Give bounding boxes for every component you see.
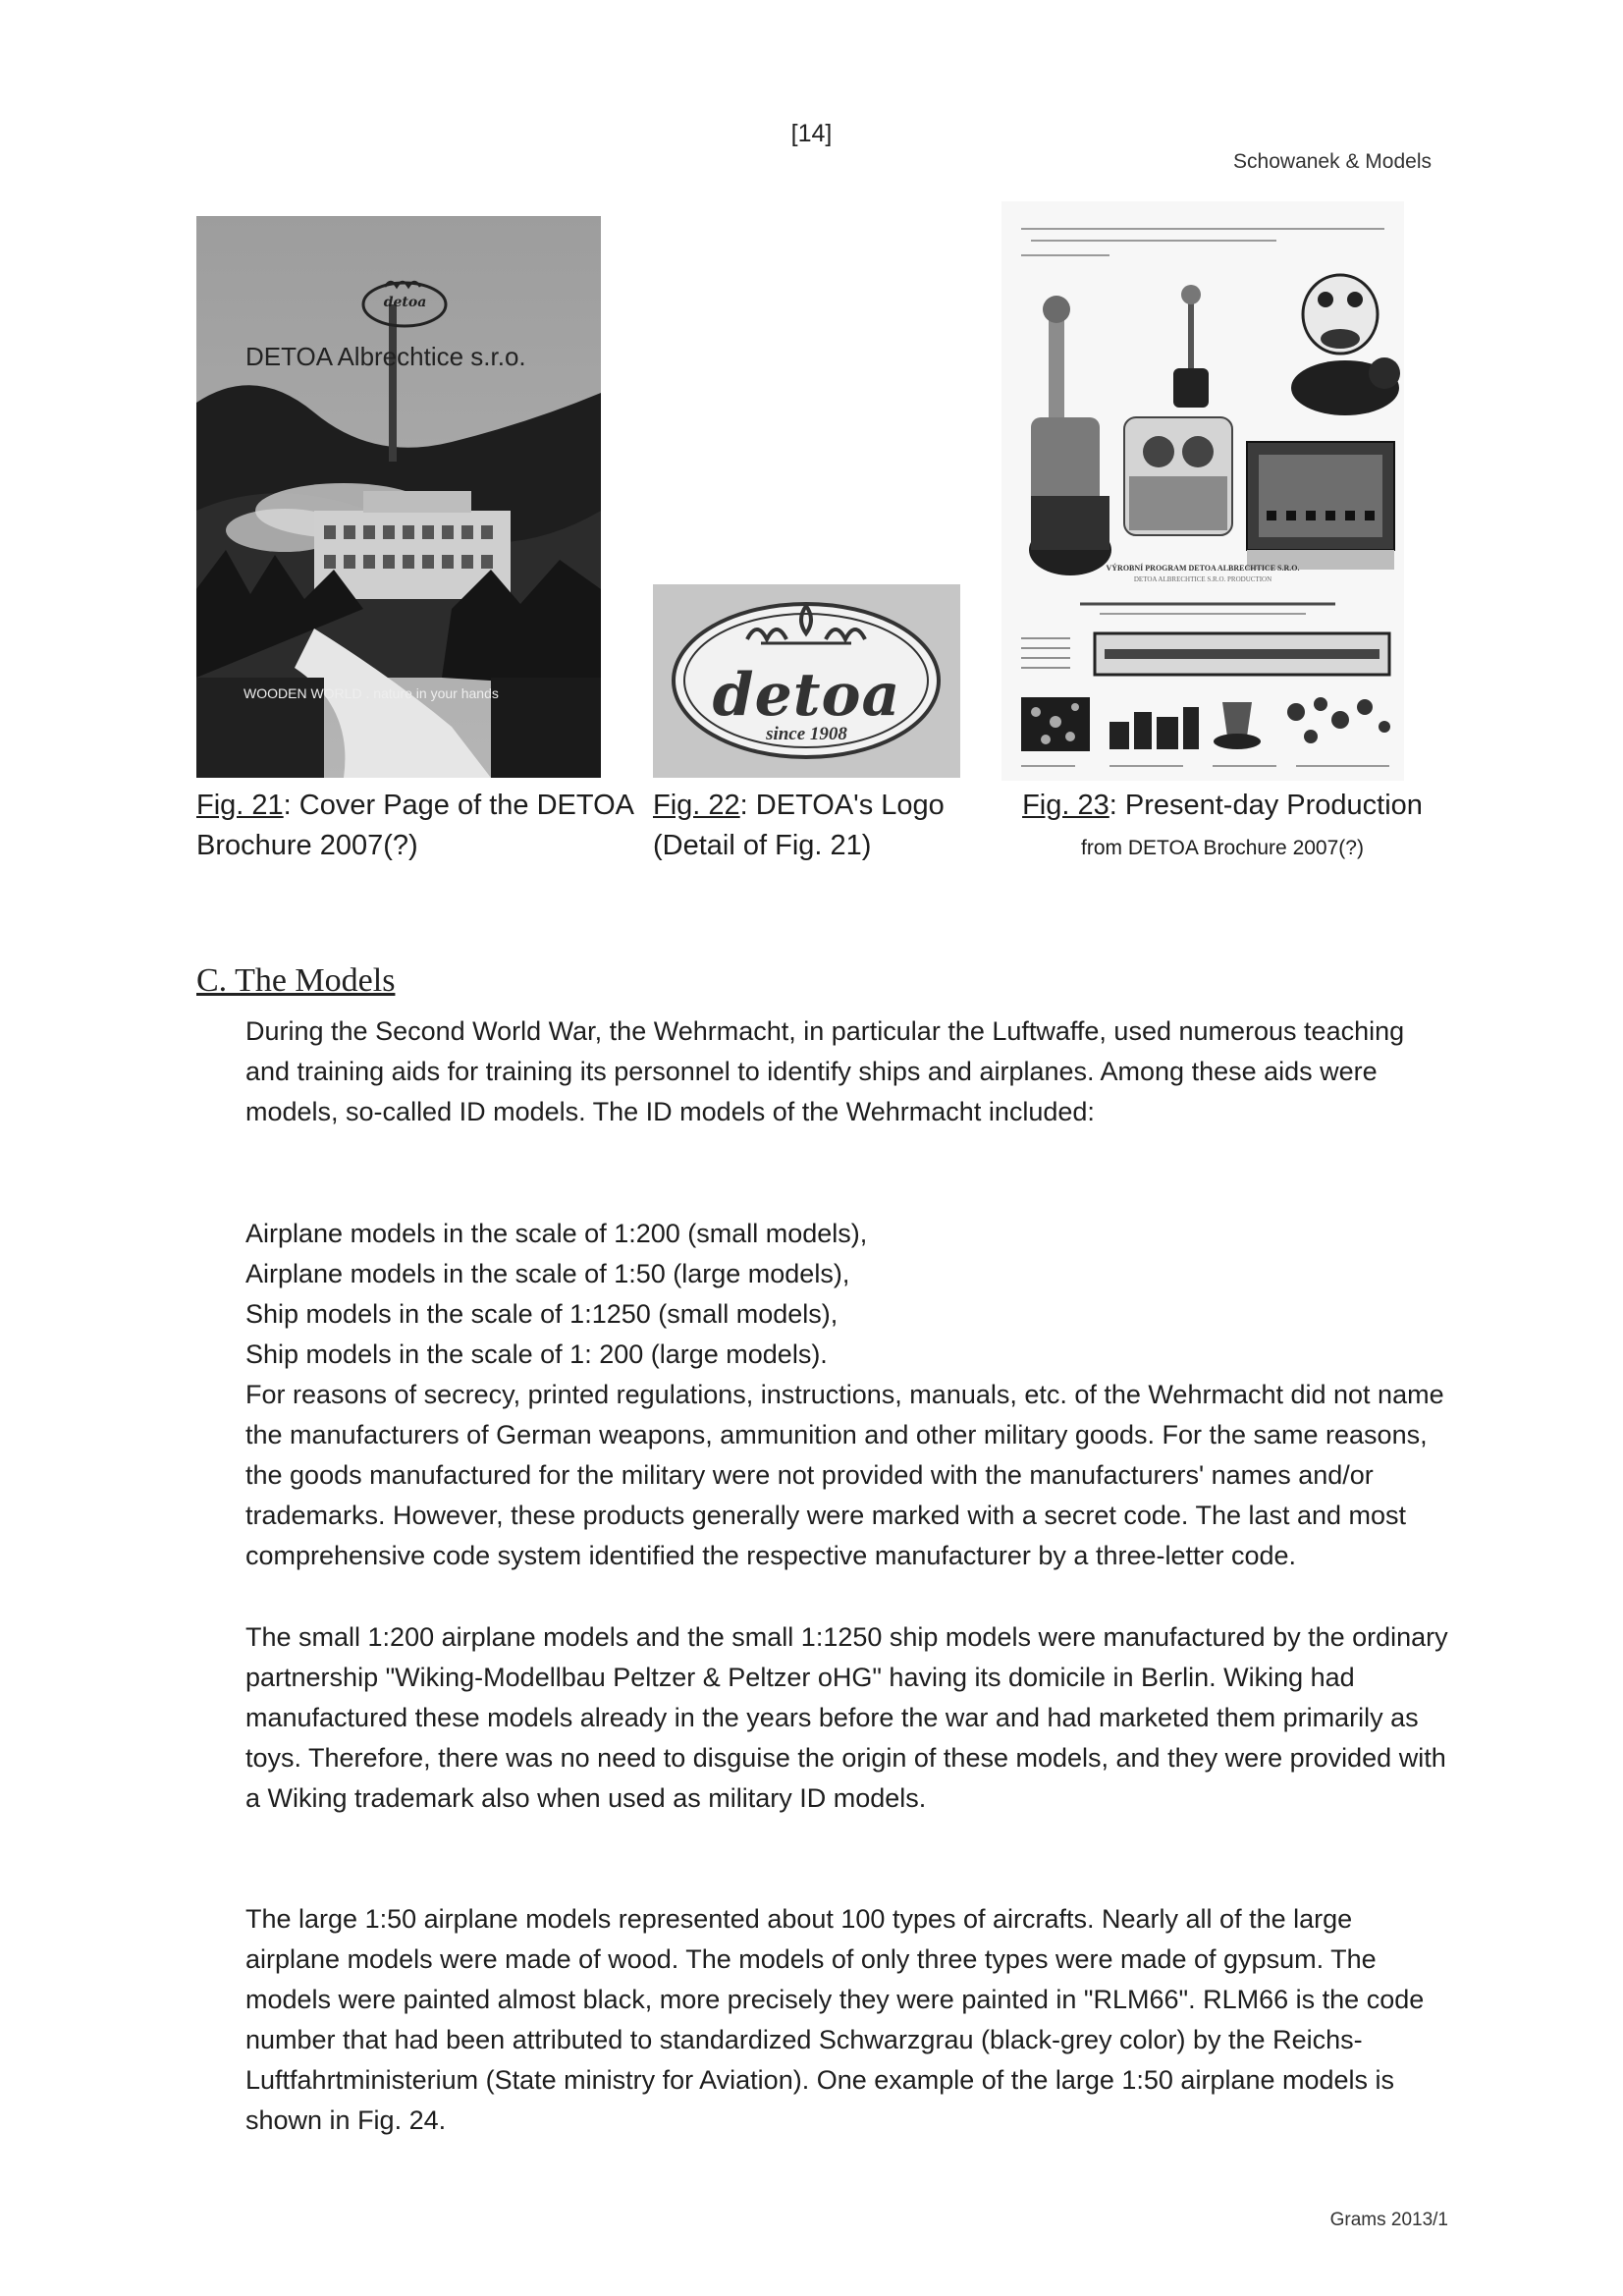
program-title: VÝROBNÍ PROGRAM DETOA ALBRECHTICE S.R.O. xyxy=(1106,564,1300,573)
model-list xyxy=(245,1214,867,1375)
paragraph-large-models xyxy=(196,1899,1448,2141)
caption-text: : Cover Page of the DETOA Brochure 2007(?) xyxy=(196,790,633,861)
caption-text: : Present-day Production xyxy=(1109,790,1423,821)
figure-23-production xyxy=(1001,201,1404,781)
caption-text: : DETOA's Logo (Detail of Fig. 21) xyxy=(653,790,945,861)
footer-citation: Grams 2013/1 xyxy=(1329,2210,1448,2230)
list-item: Airplane models in the scale of 1:50 (large models), xyxy=(245,1259,850,1288)
running-head: Schowanek & Models xyxy=(1233,150,1432,173)
paragraph-text: For reasons of secrecy, printed regulations, instructions, manuals, etc. of the Wehrmacht did not name the manufacturers of German weapons, ammunition and other military goods. For the same reasons, the goods manufactured for the military were not provided with the manufacturers' names and/or trademarks. However, these products generally were marked with a secret code. The last and most comprehensive code system identified the respective manufacturer by a three-letter code. xyxy=(245,1380,1444,1570)
section-heading: C. The Models xyxy=(196,962,396,999)
logo-wordmark: detoa xyxy=(712,661,901,730)
paragraph-secrecy xyxy=(196,1375,1448,1576)
logo-since: since 1908 xyxy=(766,724,847,744)
program-subtitle: DETOA ALBRECHTICE S.R.O. PRODUCTION xyxy=(1133,575,1272,583)
paragraph-text: The small 1:200 airplane models and the small 1:1250 ship models were manufactured by the ordinary partnership "Wiking-Modellbau Peltzer & Peltzer oHG" having its domicile in Berlin. Wiking had manufactured these models already in the years before the war and had marketed them primarily as toys. Therefore, there was no need to disguise the origin of these models, and they were provided with a Wiking trademark also when used as military ID models. xyxy=(245,1622,1448,1813)
figure-22-logo xyxy=(653,584,960,778)
page-number: [14] xyxy=(790,120,833,147)
caption-ref: Fig. 23 xyxy=(1022,790,1109,821)
caption-fig-21 xyxy=(196,786,648,866)
list-item: Ship models in the scale of 1:1250 (small models), xyxy=(245,1299,839,1329)
paragraph-text: During the Second World War, the Wehrmacht, in particular the Luftwaffe, used numerous teaching and training aids for training its personnel to identify ships and airplanes. Among these aids were models, so-called ID models. The ID models of the Wehrmacht included: xyxy=(245,1016,1405,1126)
paragraph-wiking xyxy=(196,1617,1448,1819)
cover-tagline: WOODEN WORLD . nature in your hands xyxy=(243,685,499,701)
caption-sub: from DETOA Brochure 2007(?) xyxy=(1081,837,1364,859)
paragraph-text: The large 1:50 airplane models represented about 100 types of aircrafts. Nearly all of the large airplane models were made of wood. The models of only three types were made of gypsum. The models were painted almost black, more precisely they were painted in "RLM66". RLM66 is the code number that had been attributed to standardized Schwarzgrau (black-grey color) by the Reichs-Luftfahrtministerium (State ministry for Aviation). One example of the large 1:50 airplane models is shown in Fig. 24. xyxy=(245,1904,1425,2135)
production-brochure-image xyxy=(1001,201,1404,781)
cover-company-name: DETOA Albrechtice s.r.o. xyxy=(245,342,526,371)
caption-fig-23 xyxy=(1011,786,1434,868)
figure-21-brochure-cover xyxy=(196,216,601,778)
list-item: Airplane models in the scale of 1:200 (small models), xyxy=(245,1219,868,1248)
cover-logo-text: detoa xyxy=(383,295,427,310)
list-item: Ship models in the scale of 1: 200 (large models). xyxy=(245,1339,828,1369)
caption-ref: Fig. 21 xyxy=(196,790,284,821)
caption-fig-22 xyxy=(653,786,987,866)
paragraph-intro xyxy=(196,1011,1448,1132)
caption-ref: Fig. 22 xyxy=(653,790,740,821)
